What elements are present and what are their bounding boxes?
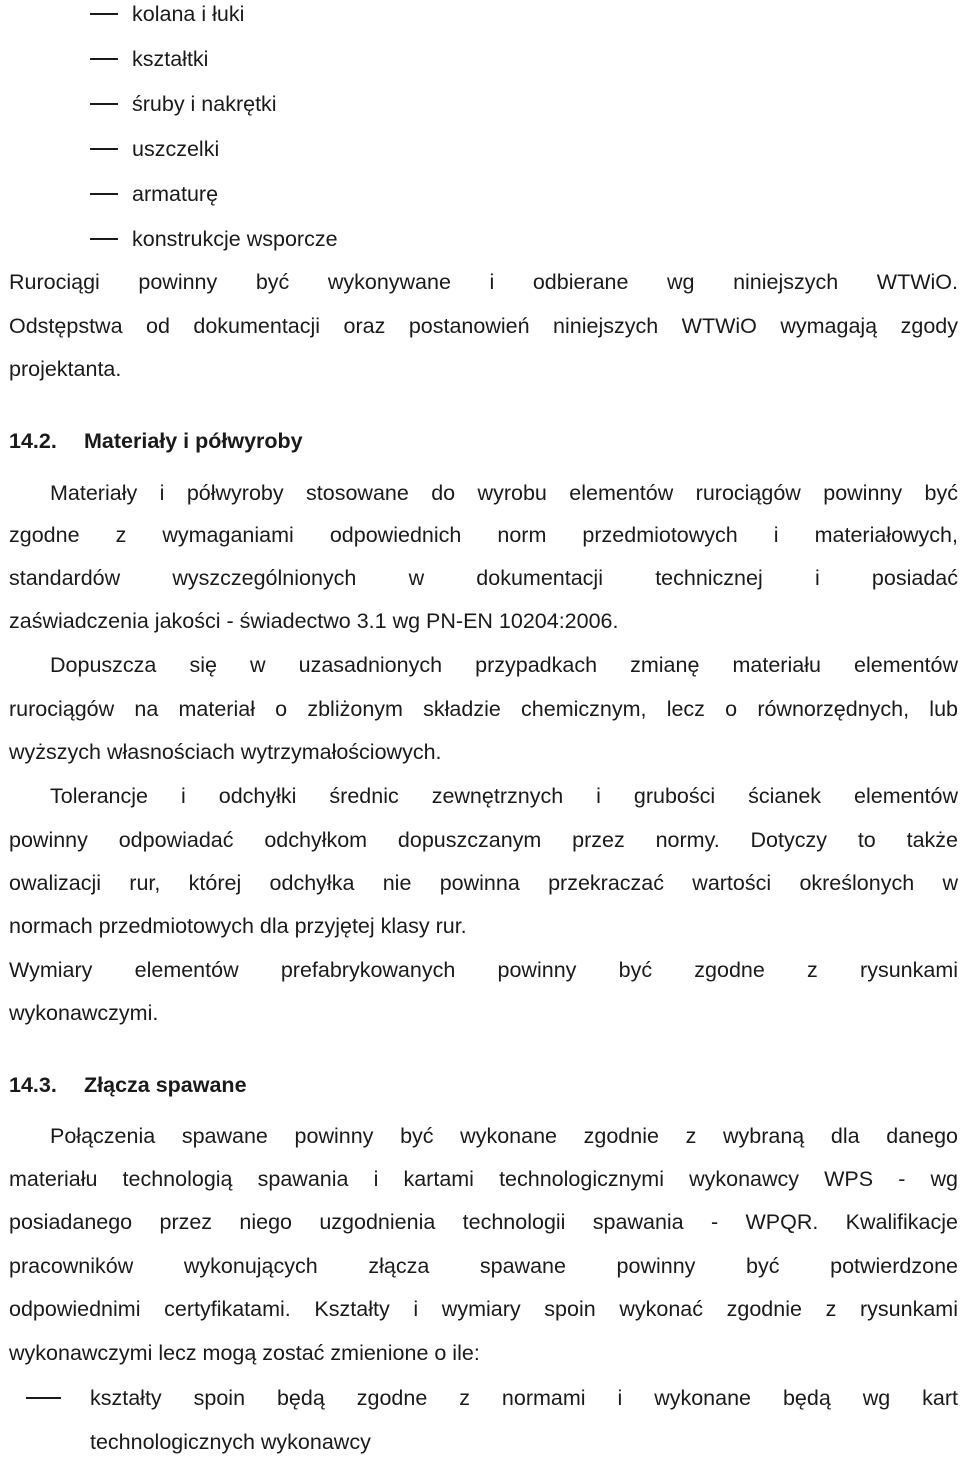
paragraph-line: wykonawczymi lecz mogą zostać zmienione o ile:	[9, 1341, 480, 1365]
list-item	[0, 135, 960, 165]
paragraph-line: wykonawczymi.	[9, 1001, 159, 1025]
paragraph-line: normach przedmiotowych dla przyjętej klasy rur.	[9, 914, 467, 938]
paragraph-line: owalizacji rur, której odchyłka nie powinna przekraczać wartości określonych w	[9, 871, 958, 895]
list-item-text: technologicznych wykonawcy	[90, 1430, 371, 1454]
section-title: Materiały i półwyroby	[84, 429, 303, 453]
paragraph-line: rurociągów na materiał o zbliżonym składzie chemicznym, lecz o równorzędnych, lub	[9, 697, 958, 721]
section-heading-14-3	[9, 1071, 247, 1099]
dash-bullet-icon	[90, 58, 118, 60]
paragraph-line: materiału technologią spawania i kartami technologicznymi wykonawcy WPS - wg	[9, 1167, 958, 1191]
dash-bullet-icon	[90, 148, 118, 150]
dash-bullet-icon	[26, 1397, 61, 1399]
paragraph-line: Wymiary elementów prefabrykowanych powinny być zgodne z rysunkami	[9, 958, 958, 982]
list-item	[0, 225, 960, 255]
list-item-text: uszczelki	[132, 137, 220, 161]
paragraph-line: odpowiednimi certyfikatami. Kształty i wymiary spoin wykonać zgodnie z rysunkami	[9, 1297, 958, 1321]
dash-bullet-icon	[90, 103, 118, 105]
paragraph-line: Dopuszcza się w uzasadnionych przypadkach zmianę materiału elementów	[50, 653, 958, 677]
paragraph-line: Połączenia spawane powinny być wykonane zgodnie z wybraną dla danego	[50, 1124, 958, 1148]
paragraph-line: powinny odpowiadać odchyłkom dopuszczanym przez normy. Dotyczy to także	[9, 828, 958, 852]
dash-bullet-icon	[90, 193, 118, 195]
list-item-text: armaturę	[132, 182, 219, 206]
intro-line: projektanta.	[9, 357, 122, 381]
list-item	[0, 180, 960, 210]
list-item-text: kolana i łuki	[132, 2, 245, 26]
section-number: 14.3.	[9, 1073, 57, 1097]
list-item	[0, 0, 960, 30]
paragraph-line: Materiały i półwyroby stosowane do wyrobu elementów rurociągów powinny być	[50, 481, 958, 505]
paragraph-line: pracowników wykonujących złącza spawane powinny być potwierdzone	[9, 1254, 958, 1278]
dash-bullet-icon	[90, 13, 118, 15]
paragraph-line: zgodne z wymaganiami odpowiednich norm przedmiotowych i materiałowych,	[9, 523, 958, 547]
list-item	[0, 90, 960, 120]
intro-line: Odstępstwa od dokumentacji oraz postanowień niniejszych WTWiO wymagają zgody	[9, 314, 958, 338]
list-item-text: śruby i nakrętki	[132, 92, 277, 116]
list-item	[0, 45, 960, 75]
section-title: Złącza spawane	[84, 1073, 247, 1097]
list-item-text: kształty spoin będą zgodne z normami i wykonane będą wg kart	[90, 1386, 958, 1410]
section-number: 14.2.	[9, 429, 57, 453]
paragraph-line: standardów wyszczególnionych w dokumentacji technicznej i posiadać	[9, 566, 958, 590]
dash-bullet-icon	[90, 238, 118, 240]
paragraph-line: Tolerancje i odchyłki średnic zewnętrznych i grubości ścianek elementów	[50, 784, 958, 808]
paragraph-line: zaświadczenia jakości - świadectwo 3.1 wg PN-EN 10204:2006.	[9, 609, 619, 633]
paragraph-line: posiadanego przez niego uzgodnienia technologii spawania - WPQR. Kwalifikacje	[9, 1210, 958, 1234]
paragraph-line: wyższych własnościach wytrzymałościowych.	[9, 740, 442, 764]
list-item-text: konstrukcje wsporcze	[132, 227, 338, 251]
intro-line: Rurociągi powinny być wykonywane i odbierane wg niniejszych WTWiO.	[9, 270, 958, 294]
list-item-text: kształtki	[132, 47, 209, 71]
section-heading-14-2	[9, 427, 303, 455]
